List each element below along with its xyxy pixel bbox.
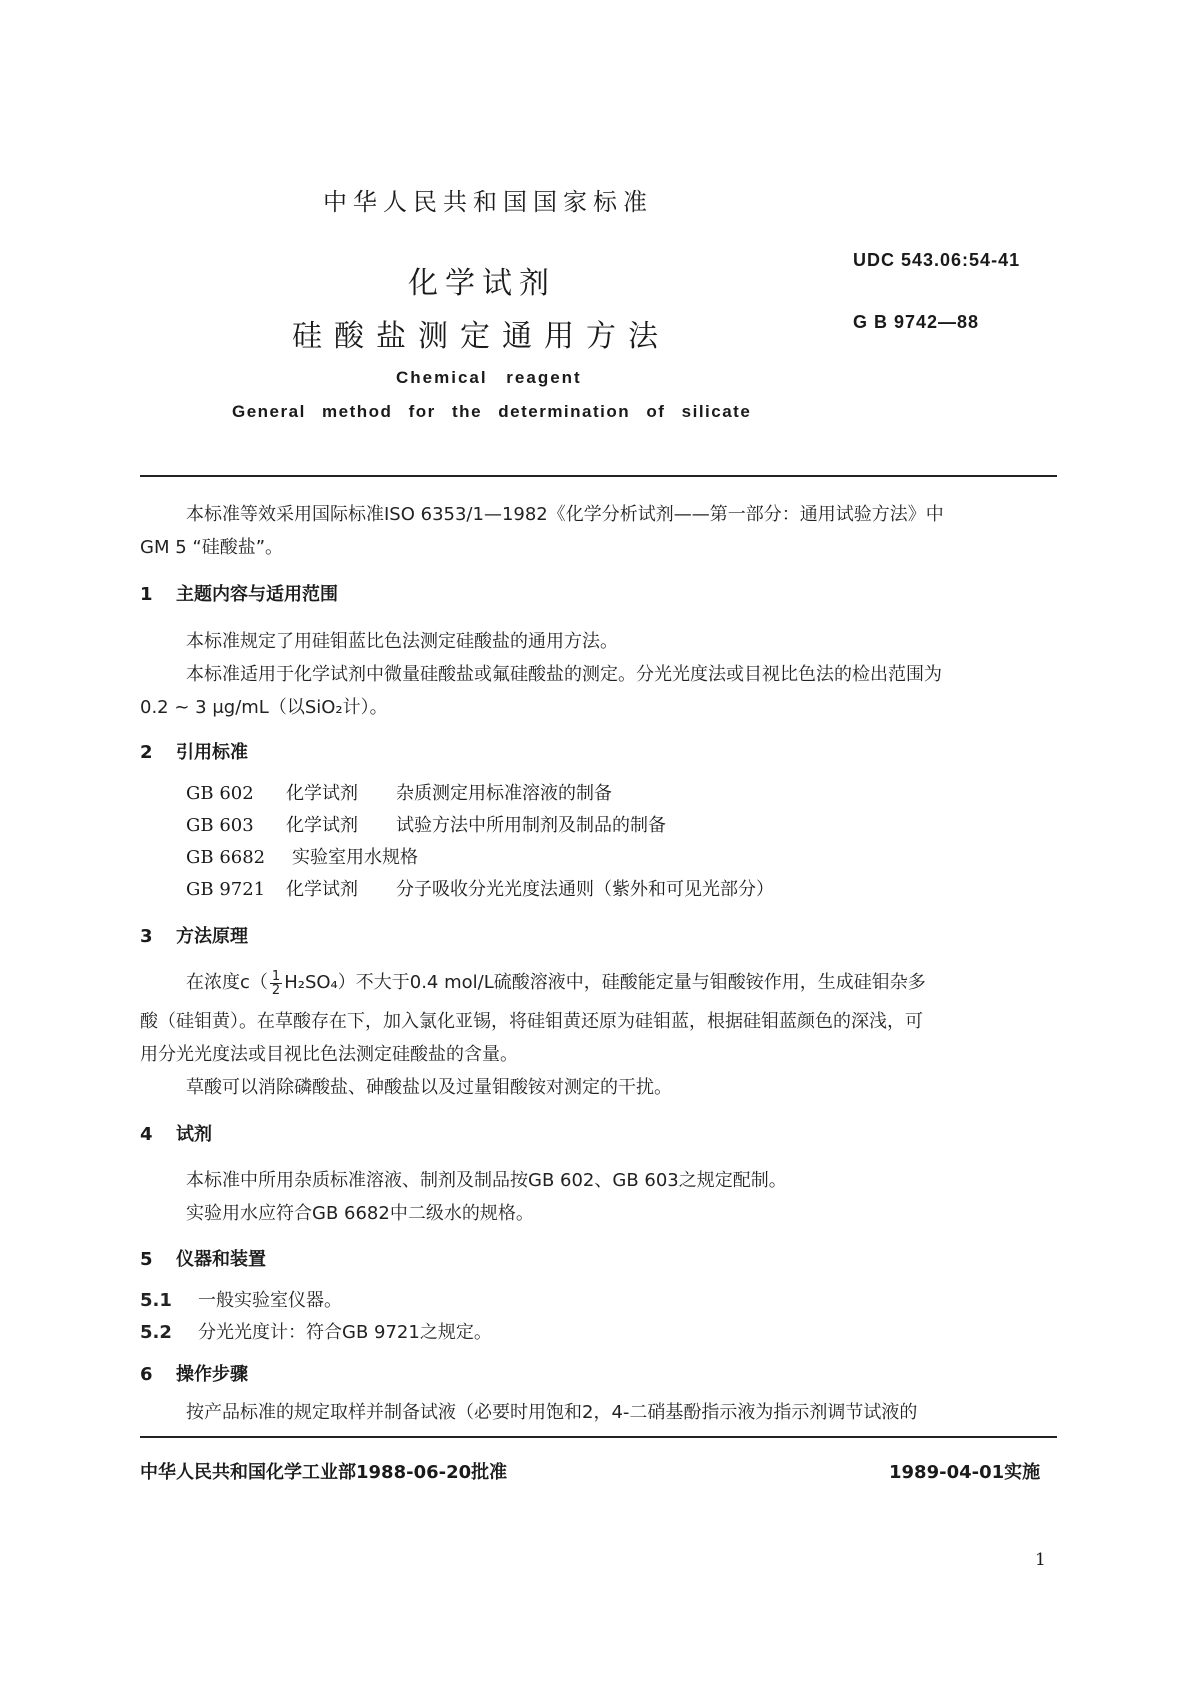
reference-category: 化学试剂 [286, 879, 358, 900]
item-text: 分光光度计：符合GB 9721之规定。 [198, 1322, 492, 1343]
fraction-denominator: 2 [271, 982, 281, 998]
item-number: 5.2 [140, 1322, 172, 1343]
reference-description: 分子吸收分光光度法通则（紫外和可见光部分） [396, 879, 774, 900]
standard-name: 中华人民共和国国家标准 [323, 188, 653, 216]
fraction [270, 970, 282, 997]
section-4-heading [140, 1120, 212, 1146]
section-number: 1 [140, 584, 153, 605]
intro-line-2: GM 5 “硅酸盐”。 [140, 537, 284, 558]
section-number: 4 [140, 1124, 153, 1145]
header-divider [140, 475, 1057, 477]
fraction-numerator: 1 [271, 968, 281, 984]
section-5-heading [140, 1245, 266, 1271]
gb-code: G B 9742—88 [853, 312, 980, 332]
reference-code: GB 6682 [186, 847, 266, 868]
section-number: 2 [140, 742, 153, 763]
section-3-para-1c: 用分光光度法或目视比色法测定硅酸盐的含量。 [140, 1044, 518, 1065]
section-3-heading [140, 922, 248, 948]
section-title: 主题内容与适用范围 [176, 584, 338, 605]
reference-description: 杂质测定用标准溶液的制备 [396, 783, 612, 804]
section-6-para-1: 按产品标准的规定取样并制备试液（必要时用饱和2，4-二硝基酚指示液为指示剂调节试液的 [186, 1402, 918, 1423]
effective-date: 1989-04-01实施 [889, 1462, 1041, 1483]
section-4-para-2: 实验用水应符合GB 6682中二级水的规格。 [186, 1203, 534, 1224]
text-after-fraction: H₂SO₄）不大于0.4 mol/L硫酸溶液中，硅酸能定量与钼酸铵作用，生成硅钼杂多 [284, 972, 926, 993]
section-2-heading [140, 738, 248, 764]
section-title: 仪器和装置 [176, 1249, 266, 1270]
reference-code: GB 9721 [186, 879, 266, 900]
footer-divider [140, 1436, 1057, 1438]
page-number: 1 [1035, 1550, 1046, 1570]
reference-category: 化学试剂 [286, 815, 358, 836]
section-title: 试剂 [176, 1124, 212, 1145]
reference-item [186, 875, 774, 901]
udc-code: UDC 543.06:54-41 [853, 250, 1021, 270]
reference-item [186, 843, 418, 869]
section-3-para-1b: 酸（硅钼黄）。在草酸存在下，加入氯化亚锡，将硅钼黄还原为硅钼蓝，根据硅钼蓝颜色的深浅，可 [140, 1011, 923, 1032]
section-title: 方法原理 [176, 926, 248, 947]
section-title: 引用标准 [176, 742, 248, 763]
section-number: 6 [140, 1364, 153, 1385]
item-number: 5.1 [140, 1290, 172, 1311]
section-5-item-1 [140, 1286, 342, 1312]
title-line-1: 化学试剂 [408, 266, 556, 301]
section-1-para-2b: 0.2 ~ 3 μg/mL（以SiO₂计）。 [140, 697, 388, 718]
section-1-heading [140, 580, 338, 606]
english-title-2: General method for the determination of silicate [232, 402, 752, 421]
section-number: 3 [140, 926, 153, 947]
approval-note: 中华人民共和国化学工业部1988-06-20批准 [140, 1462, 508, 1483]
section-6-heading [140, 1360, 248, 1386]
reference-item [186, 811, 666, 837]
section-1-para-2a: 本标准适用于化学试剂中微量硅酸盐或氟硅酸盐的测定。分光光度法或目视比色法的检出范围为 [186, 664, 942, 685]
section-3-para-1a [186, 968, 926, 997]
title-line-2: 硅酸盐测定通用方法 [292, 319, 670, 354]
section-3-para-2: 草酸可以消除磷酸盐、砷酸盐以及过量钼酸铵对测定的干扰。 [186, 1077, 672, 1098]
section-title: 操作步骤 [176, 1364, 248, 1385]
reference-code: GB 602 [186, 783, 254, 804]
reference-description: 试验方法中所用制剂及制品的制备 [396, 815, 666, 836]
reference-category: 化学试剂 [286, 783, 358, 804]
intro-line-1: 本标准等效采用国际标准ISO 6353/1—1982《化学分析试剂——第一部分：通用试验方法》中 [186, 504, 944, 525]
text-before-fraction: 在浓度c（ [186, 972, 268, 993]
reference-description: 实验室用水规格 [292, 847, 418, 868]
reference-item [186, 779, 612, 805]
section-4-para-1: 本标准中所用杂质标准溶液、制剂及制品按GB 602、GB 603之规定配制。 [186, 1170, 787, 1191]
item-text: 一般实验室仪器。 [198, 1290, 342, 1311]
section-5-item-2 [140, 1318, 492, 1344]
english-title-1: Chemical reagent [396, 368, 582, 387]
section-1-para-1: 本标准规定了用硅钼蓝比色法测定硅酸盐的通用方法。 [186, 631, 618, 652]
reference-code: GB 603 [186, 815, 254, 836]
section-number: 5 [140, 1249, 153, 1270]
